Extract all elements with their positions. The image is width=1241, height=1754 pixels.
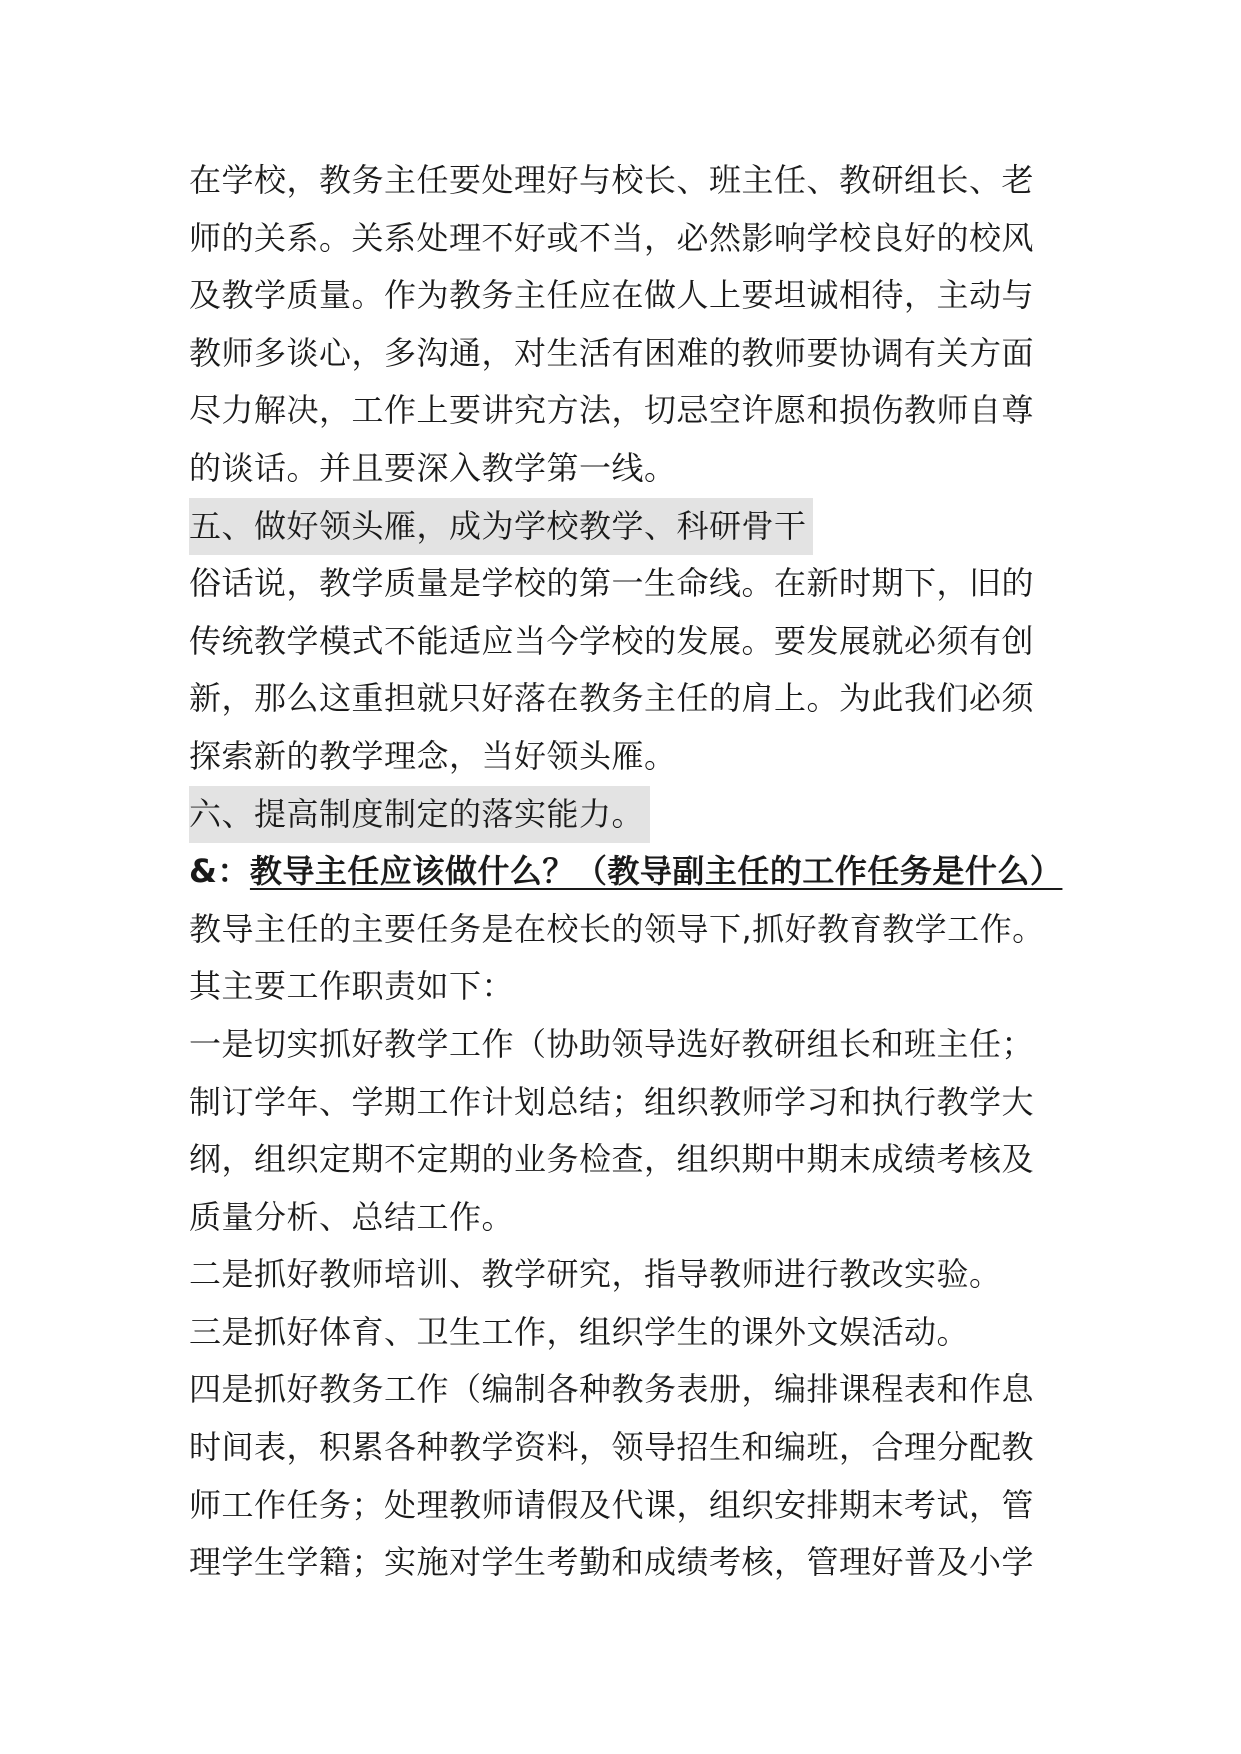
- body-line: 的谈话。并且要深入教学第一线。: [189, 448, 677, 487]
- body-line: 质量分析、总结工作。: [189, 1197, 515, 1236]
- body-line: 一是切实抓好教学工作（协助领导选好教研组长和班主任；: [189, 1024, 1035, 1063]
- body-line: 传统教学模式不能适应当今学校的发展。要发展就必须有创: [189, 621, 1035, 660]
- section-6-title: 六、提高制度制定的落实能力。: [189, 786, 650, 844]
- section-5-title: 五、做好领头雁，成为学校教学、科研骨干: [189, 498, 813, 556]
- body-line: 及教学质量。作为教务主任应在做人上要坦诚相待，主动与: [189, 276, 1035, 315]
- body-line: 师工作任务；处理教师请假及代课，组织安排期末考试，管: [189, 1485, 1035, 1524]
- body-line: 新，那么这重担就只好落在教务主任的肩上。为此我们必须: [189, 679, 1035, 718]
- section-5-title-row: [189, 498, 1089, 556]
- body-line: 尽力解决，工作上要讲究方法，切忌空许愿和损伤教师自尊: [189, 391, 1035, 430]
- body-line: 理学生学籍；实施对学生考勤和成绩考核，管理好普及小学: [189, 1543, 1035, 1582]
- question-heading: [189, 843, 1089, 901]
- heading-prefix: &：: [189, 852, 250, 891]
- body-line: 教导主任的主要任务是在校长的领导下,抓好教育教学工作。: [189, 909, 1045, 948]
- body-line: 二是抓好教师培训、教学研究，指导教师进行教改实验。: [189, 1255, 1002, 1294]
- body-line: 探索新的教学理念，当好领头雁。: [189, 736, 677, 775]
- body-line: 制订学年、学期工作计划总结；组织教师学习和执行教学大: [189, 1082, 1035, 1121]
- body-line: 四是抓好教务工作（编制各种教务表册，编排课程表和作息: [189, 1370, 1035, 1409]
- section-6-title-row: [189, 786, 1089, 844]
- body-line: 俗话说，教学质量是学校的第一生命线。在新时期下，旧的: [189, 564, 1035, 603]
- body-line: 师的关系。关系处理不好或不当，必然影响学校良好的校风: [189, 218, 1035, 257]
- body-line: 纲，组织定期不定期的业务检查，组织期中期末成绩考核及: [189, 1140, 1035, 1179]
- body-line: 在学校，教务主任要处理好与校长、班主任、教研组长、老: [189, 161, 1035, 199]
- body-line: 其主要工作职责如下：: [189, 967, 515, 1006]
- body-line: 三是抓好体育、卫生工作，组织学生的课外文娱活动。: [189, 1312, 970, 1351]
- body-line: 时间表，积累各种教学资料，领导招生和编班，合理分配教: [189, 1428, 1035, 1467]
- body-line: 教师多谈心，多沟通，对生活有困难的教师要协调有关方面: [189, 333, 1035, 372]
- heading-text: 教导主任应该做什么？（教导副主任的工作任务是什么）: [249, 852, 1063, 891]
- document-body: [189, 152, 1089, 1592]
